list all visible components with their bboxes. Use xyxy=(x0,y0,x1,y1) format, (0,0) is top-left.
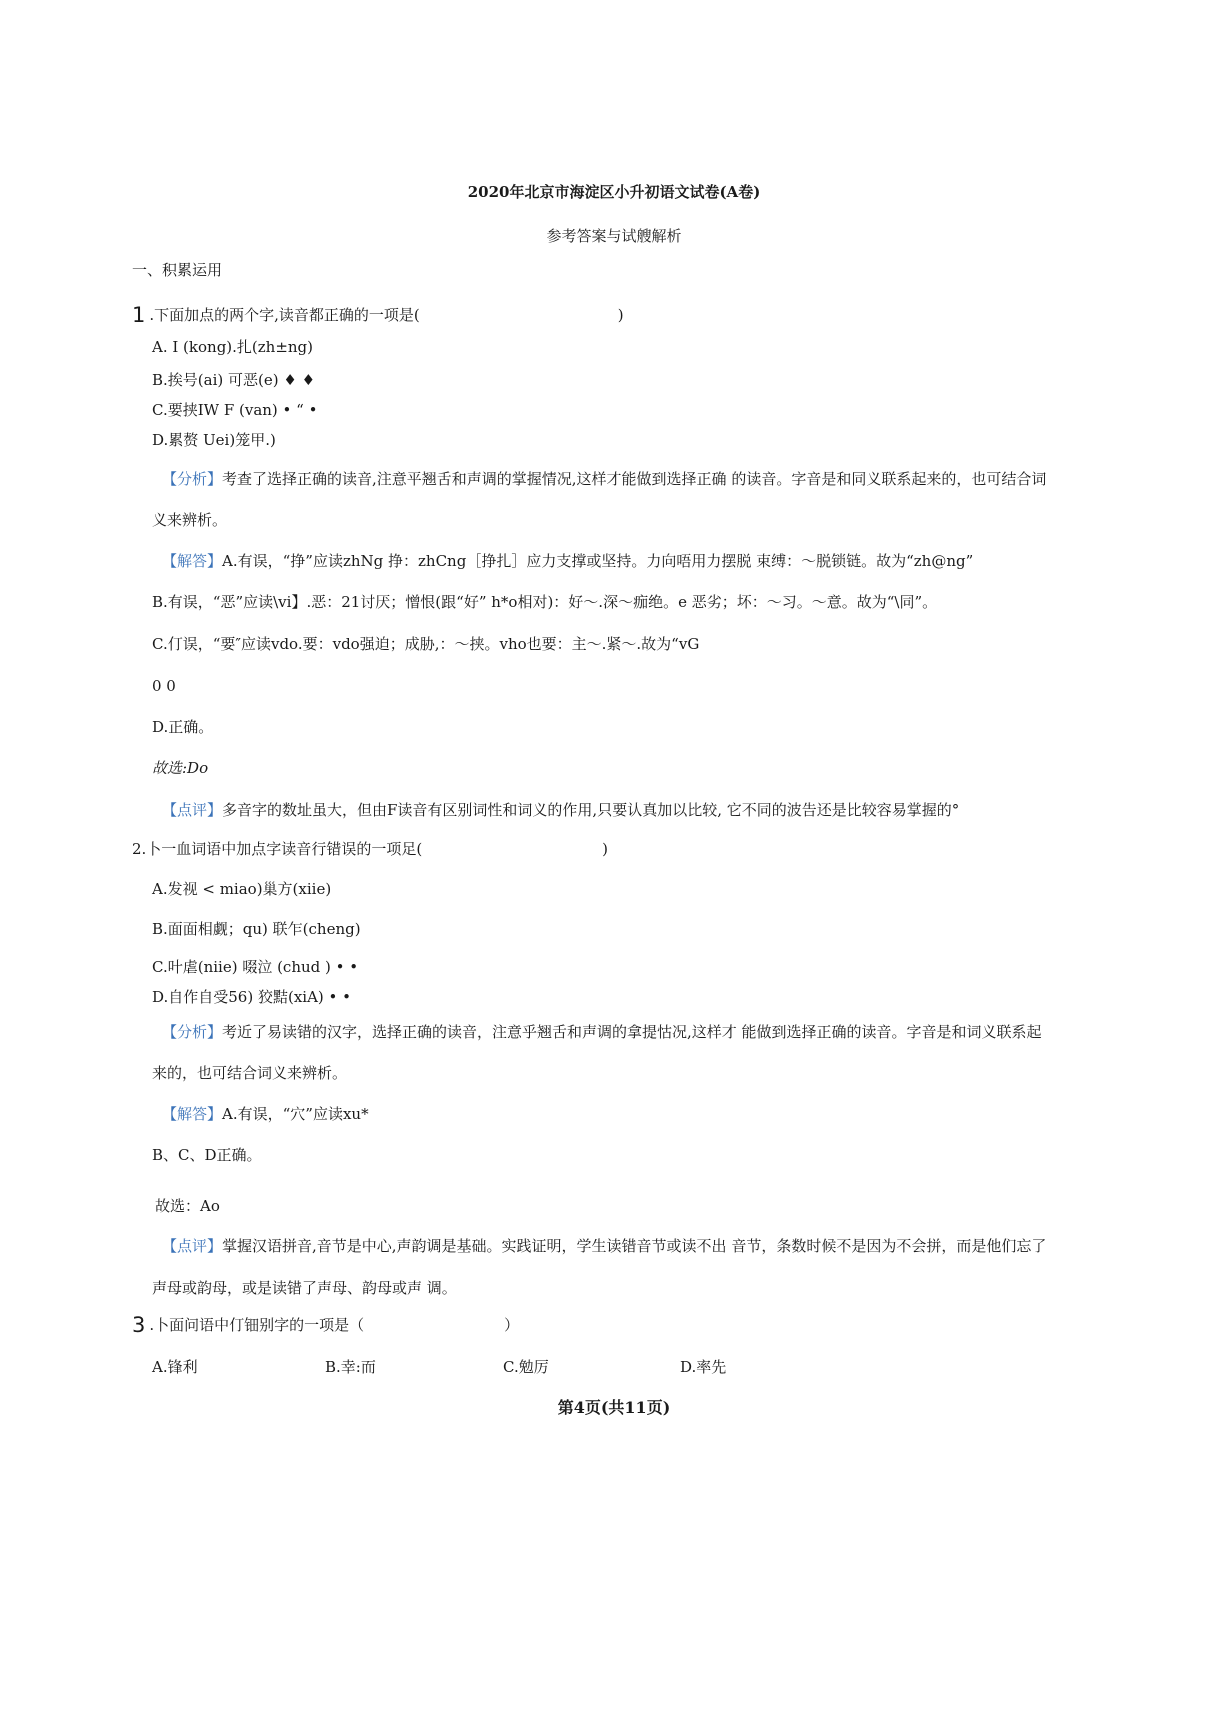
answer-tag: 【解答】 xyxy=(162,1105,223,1123)
question-1-analysis-cont: 义来辨析。 xyxy=(152,511,228,529)
question-3-option-a: A.锋利 xyxy=(152,1358,198,1376)
question-2-analysis-cont: 来的，也可结合词义来辨析。 xyxy=(152,1064,348,1082)
question-1-answer-d: D.正确。 xyxy=(152,718,214,736)
question-1-answer-a: 【解答】A.有误，“挣”应读zhNg 挣：zhCng［挣扎］应力支撑或坚持。力向唔用力摆脱 束缚：～脱锁链。故为“zh@ng” xyxy=(162,552,974,570)
question-2-choice: 故选：Ao xyxy=(155,1197,220,1215)
question-2-option-c: C.叶虐(niie) 啜泣 (chud ) • • xyxy=(152,958,359,976)
question-1-review: 【点评】多音字的数址虽大，但由F读音有区别词性和词义的作用,只要认真加以比较, 它不同的波告还是比较容易掌握的° xyxy=(162,801,960,819)
question-1-option-a: A. I (kong).扎(zh±ng) xyxy=(152,338,314,356)
question-3-option-b: B.幸:而 xyxy=(325,1358,376,1376)
question-2-review-cont: 声母或韵母，或是读错了声母、韵母或声 调。 xyxy=(152,1279,457,1297)
document-subtitle: 参考答案与试艘解析 xyxy=(546,227,682,245)
question-1-analysis: 【分析】考查了选择正确的读音,注意平翘舌和声调的掌握情况,这样才能做到选择正确 的读音。字音是和同义联系起来的，也可结合词 xyxy=(162,470,1047,488)
question-2-option-a: A.发视 < miao)巢方(xiie) xyxy=(152,880,332,898)
question-1-close: ) xyxy=(617,306,624,324)
question-3-stem: 3 .卜面问语中仃钿别字的一项是（ ） xyxy=(132,1313,520,1337)
question-3-close: ） xyxy=(504,1316,520,1334)
question-1-number: 1 xyxy=(132,303,146,327)
question-3-number: 3 xyxy=(132,1313,146,1337)
question-1-answer-c-cont: 0 0 xyxy=(152,677,176,695)
question-1-option-c: C.要挟IW F (van) • “ • xyxy=(152,401,318,419)
question-2-close: ) xyxy=(602,840,609,858)
question-2-review: 【点评】掌握汉语拼音,音节是中心,声韵调是基础。实践证明，学生读错音节或读不出 音节，条数时候不是因为不会拼，而是他们忘了 xyxy=(162,1237,1047,1255)
question-1-stem xyxy=(132,305,624,325)
question-1-answer-b: B.有误，“恶”应读\vi】.恶：21讨厌；憎恨(跟“好” h*o相对)：好～.深～痂绝。e 恶劣；坏：～习。～意。故为“\同”。 xyxy=(152,593,938,611)
question-2-answer-bcd: B、C、D正确。 xyxy=(152,1146,262,1164)
question-1-choice: 故选:Do xyxy=(152,759,209,777)
page-footer: 第4页(共11页) xyxy=(557,1398,671,1417)
question-3-option-d: D.率先 xyxy=(680,1358,727,1376)
question-2-stem: 2.卜一血词语中加点字读音行错误的一项足( ) xyxy=(132,840,609,858)
section-heading: 一、积累运用 xyxy=(132,261,223,279)
document-title: 2020年北京市海淀区小升初语文试卷(A卷) xyxy=(467,183,761,201)
question-2-analysis: 【分析】考近了易读错的汉字，选择正确的读音，注意乎翘舌和声调的拿提怙况,这样才 能做到选择正确的读音。字音是和词义联系起 xyxy=(162,1023,1042,1041)
review-tag: 【点评】 xyxy=(162,801,223,819)
question-3-option-c: C.勉厉 xyxy=(503,1358,549,1376)
question-2-answer-a: 【解答】A.有误，“穴”应读xu* xyxy=(162,1105,369,1123)
question-1-option-d: D.累赘 Uei)笼甲.) xyxy=(152,431,276,449)
review-tag: 【点评】 xyxy=(162,1237,223,1255)
question-2-option-b: B.面面相觑；qu) 联乍(cheng) xyxy=(152,920,361,938)
question-1-answer-c: C.仃误，“要″应读vdo.要：vdo强迫；成胁,：～挟。vho也要：主～.紧～.故为“vG xyxy=(152,635,700,653)
analysis-tag: 【分析】 xyxy=(162,1023,223,1041)
question-1-option-b: B.挨号(ai) 可恶(e) ♦ ♦ xyxy=(152,371,316,389)
question-1-text: .下面加点的两个字,读音都正确的一项是( xyxy=(149,306,420,324)
analysis-tag: 【分析】 xyxy=(162,470,223,488)
question-2-option-d: D.自作自受56) 狡黠(xiA) • • xyxy=(152,988,351,1006)
answer-tag: 【解答】 xyxy=(162,552,223,570)
